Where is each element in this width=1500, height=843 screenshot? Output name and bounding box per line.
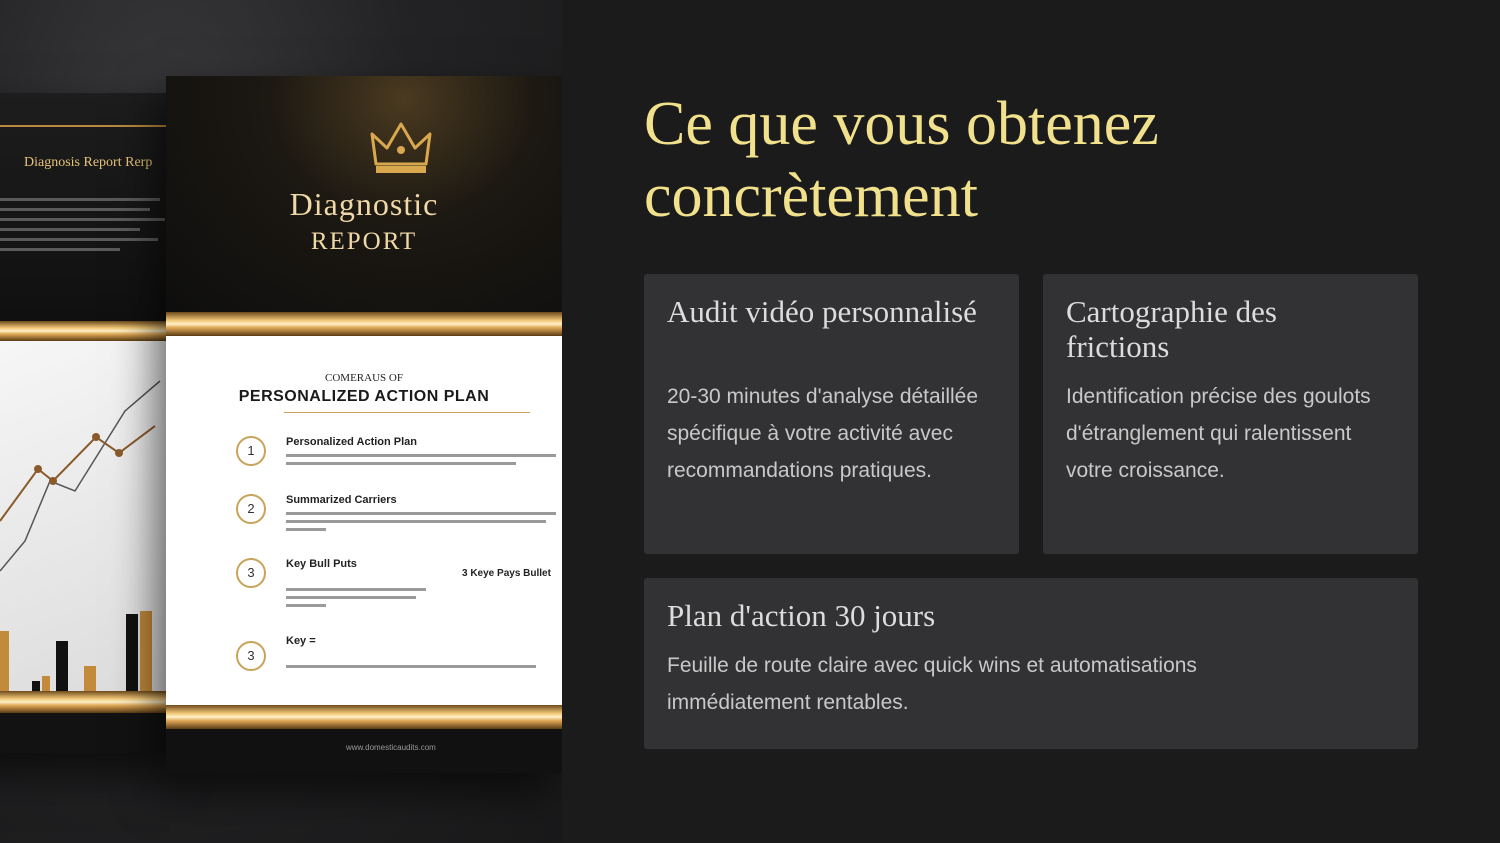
card-body: Feuille de route claire avec quick wins et automatisations immédiatement rentables.	[667, 654, 1197, 714]
item-label: Key =	[286, 635, 316, 647]
front-report-footer	[166, 729, 562, 773]
item-text-line	[286, 604, 326, 607]
item-text-line	[286, 520, 546, 523]
feature-card-audit	[644, 274, 1019, 554]
item-label: Key Bull Puts	[286, 558, 357, 570]
card-title: Plan d'action 30 jours	[667, 598, 936, 633]
item-text-line	[286, 596, 416, 599]
front-report-plan-kicker: COMERAUS OF	[325, 372, 403, 384]
report-side-label: 3 Keye Pays Bullet	[462, 568, 551, 579]
back-report-chart-graphic	[0, 341, 170, 691]
item-label: Summarized Carriers	[286, 494, 397, 506]
front-report-footer-url: www.domesticaudits.com	[346, 743, 436, 752]
crown-icon	[370, 120, 432, 176]
back-report-gold-band-bottom	[0, 691, 170, 713]
item-number-badge: 1	[236, 436, 266, 466]
item-text-line	[286, 588, 426, 591]
back-report-gold-rule	[0, 125, 170, 127]
item-text-line	[286, 462, 516, 465]
back-report-footer	[0, 713, 170, 753]
feature-card-plan	[644, 578, 1418, 749]
front-report-gold-band-bottom	[166, 705, 562, 729]
front-report-title: Diagnostic	[289, 186, 439, 222]
card-title: Audit vidéo personnalisé	[667, 294, 977, 329]
item-label: Personalized Action Plan	[286, 436, 418, 448]
item-number-badge: 3	[236, 558, 266, 588]
back-report-document	[0, 93, 170, 753]
back-report-title: Diagnosis Report Rerp	[24, 155, 153, 170]
card-title: Cartographie des frictions	[1066, 294, 1277, 364]
feature-card-frictions	[1043, 274, 1418, 554]
card-body: Identification précise des goulots d'étranglement qui ralentissent votre croissance.	[1066, 385, 1371, 482]
item-number-badge: 3	[236, 641, 266, 671]
item-text-line	[286, 454, 556, 457]
page-heading: Ce que vous obtenez concrètement	[644, 90, 1159, 230]
back-report-text-lines	[0, 191, 170, 258]
item-text-line	[286, 665, 536, 668]
item-number-badge: 2	[236, 494, 266, 524]
back-report-chart	[0, 341, 170, 691]
back-report-gold-band	[0, 321, 170, 341]
front-report-gold-band	[166, 312, 562, 336]
report-image-panel	[0, 0, 562, 843]
item-text-line	[286, 528, 326, 531]
front-report-subtitle: REPORT	[310, 228, 418, 255]
front-report-plan-rule	[284, 412, 530, 413]
item-text-line	[286, 512, 556, 515]
front-report-document	[166, 76, 562, 773]
card-body: 20-30 minutes d'analyse détaillée spécifique à votre activité avec recommandations pratiques.	[667, 385, 979, 482]
front-report-plan-title: PERSONALIZED ACTION PLAN	[238, 388, 490, 405]
